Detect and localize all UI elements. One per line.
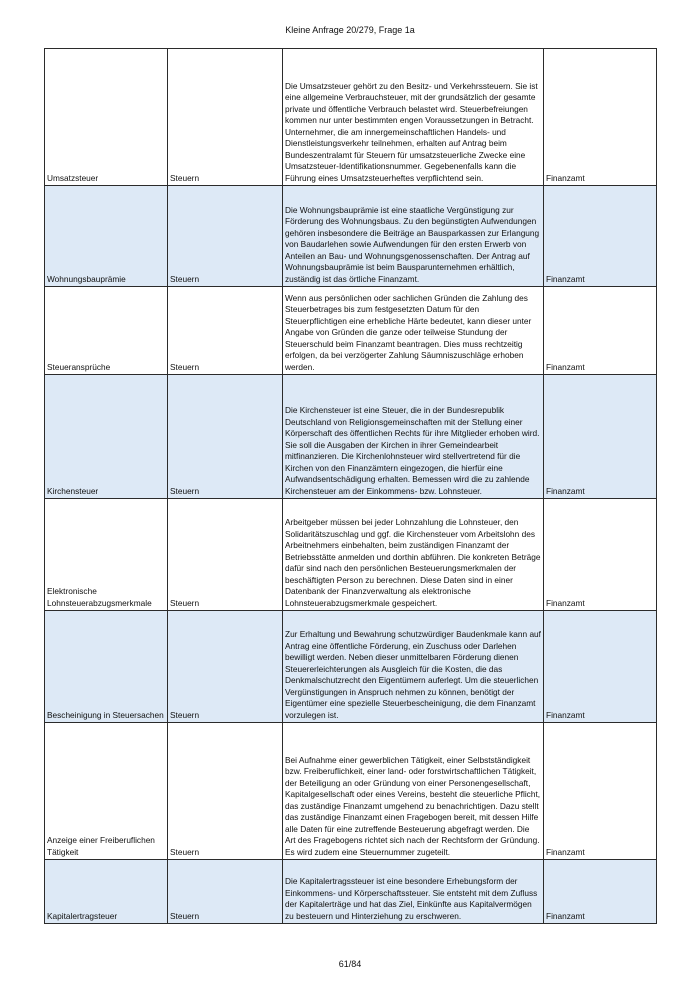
service-description: Die Wohnungsbauprämie ist eine staatliche Vergünstigung zur Förderung des Wohnungsbaus. Zu den begünstigten Aufwendungen gehören insbesondere die Beiträge an Bausparkassen zur Erlangung von Baudarlehen sowie Aufwendungen für den ersten Erwerb von Anteilen an Bau- und Wohnungsgenossenschaften. Der Antrag auf Wohnungsbauprämie ist beim Bausparunternehmen erhältlich, zuständig ist das örtliche Finanzamt. (283, 186, 544, 287)
service-description: Wenn aus persönlichen oder sachlichen Gründen die Zahlung des Steuerbetrages bis zum festgesetzten Datum für den Steuerpflichtigen eine erhebliche Härte bedeutet, kann dieser unter Angabe von Gründen die ganze oder teilweise Stundung der Steuerschuld beim Finanzamt beantragen. Dies muss rechtzeitig erfolgen, da bei verzögerter Zahlung Säumniszuschläge erhoben werden. (283, 287, 544, 375)
table-row (45, 723, 657, 860)
page-number: 61/84 (338, 959, 362, 969)
service-description: Bei Aufnahme einer gewerblichen Tätigkeit, einer Selbstständigkeit bzw. Freiberuflichkeit, einer land- oder forstwirtschaftlichen Tätigkeit, der Beteiligung an oder Gründung von einer Personengesellschaft, Kapitalgesellschaft oder eines Vereins, besteht die steuerliche Pflicht, das zuständige Finanzamt umgehend zu benachrichtigen. Dazu stellt das zuständige Finanzamt einen Fragebogen bereit, mit dessen Hilfe alle Daten für eine zutreffende Besteuerung abgefragt werden. Die Art des Fragebogens richtet sich nach der Rechtsform der Gründung. Es wird zudem eine Steuernummer zugeteilt. (283, 723, 544, 860)
table-row (45, 375, 657, 499)
service-name: Elektronische Lohnsteuerabzugsmerkmale (45, 499, 168, 611)
table-row (45, 287, 657, 375)
service-name: Kapitalertragsteuer (45, 860, 168, 924)
service-authority: Finanzamt (544, 186, 657, 287)
service-authority: Finanzamt (544, 49, 657, 186)
service-name: Steueransprüche (45, 287, 168, 375)
page-header: Kleine Anfrage 20/279, Frage 1a (285, 25, 415, 35)
service-category: Steuern (168, 611, 283, 723)
service-description: Zur Erhaltung und Bewahrung schutzwürdiger Baudenkmale kann auf Antrag eine öffentliche Förderung, ein Zuschuss oder Darlehen bewilligt werden. Neben dieser unmittelbaren Förderung dienen Steuererleichterungen als Ausgleich für die Kosten, die das Denkmalschutzrecht den Eigentümern auferlegt. Um die steuerlichen Vergünstigungen in Anspruch nehmen zu können, benötigt der Eigentümer eine spezielle Steuerbescheinigung, die dem Finanzamt vorzulegen ist. (283, 611, 544, 723)
table-row (45, 860, 657, 924)
service-description: Die Umsatzsteuer gehört zu den Besitz- und Verkehrssteuern. Sie ist eine allgemeine Verbrauchsteuer, mit der grundsätzlich der gesamte private und öffentliche Verbrauch belastet wird. Steuerbefreiungen kommen nur unter bestimmten engen Voraussetzungen in Betracht. Unternehmer, die am innergemeinschaftlichen Handels- und Dienstleistungsverkehr teilnehmen, erhalten auf Antrag beim Bundeszentralamt für Steuern für umsatzsteuerliche Zwecke eine Umsatzsteuer-Identifikationsnummer. Gegebenenfalls kann die Führung eines Umsatzsteuerheftes verpflichtend sein. (283, 49, 544, 186)
service-name: Wohnungsbauprämie (45, 186, 168, 287)
service-category: Steuern (168, 375, 283, 499)
service-name: Umsatzsteuer (45, 49, 168, 186)
table-row (45, 186, 657, 287)
service-description: Arbeitgeber müssen bei jeder Lohnzahlung die Lohnsteuer, den Solidaritätszuschlag und ggf. die Kirchensteuer vom Arbeitslohn des Arbeitnehmers einbehalten, beim zuständigen Finanzamt der Betriebsstätte anmelden und dorthin abführen. Die konkreten Beträge dafür sind nach den persönlichen Besteuerungsmerkmalen der beschäftigten Person zu berechnen. Diese Daten sind in einer Datenbank der Finanzverwaltung als elektronische Lohnsteuerabzugsmerkmale gespeichert. (283, 499, 544, 611)
service-category: Steuern (168, 287, 283, 375)
services-table (44, 48, 657, 924)
service-authority: Finanzamt (544, 499, 657, 611)
service-category: Steuern (168, 860, 283, 924)
service-description: Die Kirchensteuer ist eine Steuer, die in der Bundesrepublik Deutschland von Religionsgemeinschaften mit der Stellung einer Körperschaft des öffentlichen Rechts für ihre Mitglieder erhoben wird. Sie soll die Ausgaben der Kirchen in ihrer Gemeindearbeit mitfinanzieren. Die Kirchenlohnsteuer wird stellvertretend für die Kirchen von den Finanzämtern eingezogen, die hierfür eine Aufwandsentschädigung erhalten. Bemessen wird die zu zahlende Kirchensteuer am der Einkommens- bzw. Lohnsteuer. (283, 375, 544, 499)
service-category: Steuern (168, 723, 283, 860)
table-row (45, 611, 657, 723)
service-category: Steuern (168, 49, 283, 186)
service-authority: Finanzamt (544, 375, 657, 499)
service-name: Anzeige einer Freiberuflichen Tätigkeit (45, 723, 168, 860)
service-name: Bescheinigung in Steuersachen (45, 611, 168, 723)
service-authority: Finanzamt (544, 723, 657, 860)
table-row (45, 49, 657, 186)
service-authority: Finanzamt (544, 287, 657, 375)
service-category: Steuern (168, 499, 283, 611)
service-category: Steuern (168, 186, 283, 287)
service-name: Kirchensteuer (45, 375, 168, 499)
service-authority: Finanzamt (544, 860, 657, 924)
table-row (45, 499, 657, 611)
service-authority: Finanzamt (544, 611, 657, 723)
service-description: Die Kapitalertragssteuer ist eine besondere Erhebungsform der Einkommens- und Körperschaftssteuer. Sie entsteht mit dem Zufluss der Kapitalerträge und hat das Ziel, Einkünfte aus Kapitalvermögen zu besteuern und Hinterziehung zu erschweren. (283, 860, 544, 924)
